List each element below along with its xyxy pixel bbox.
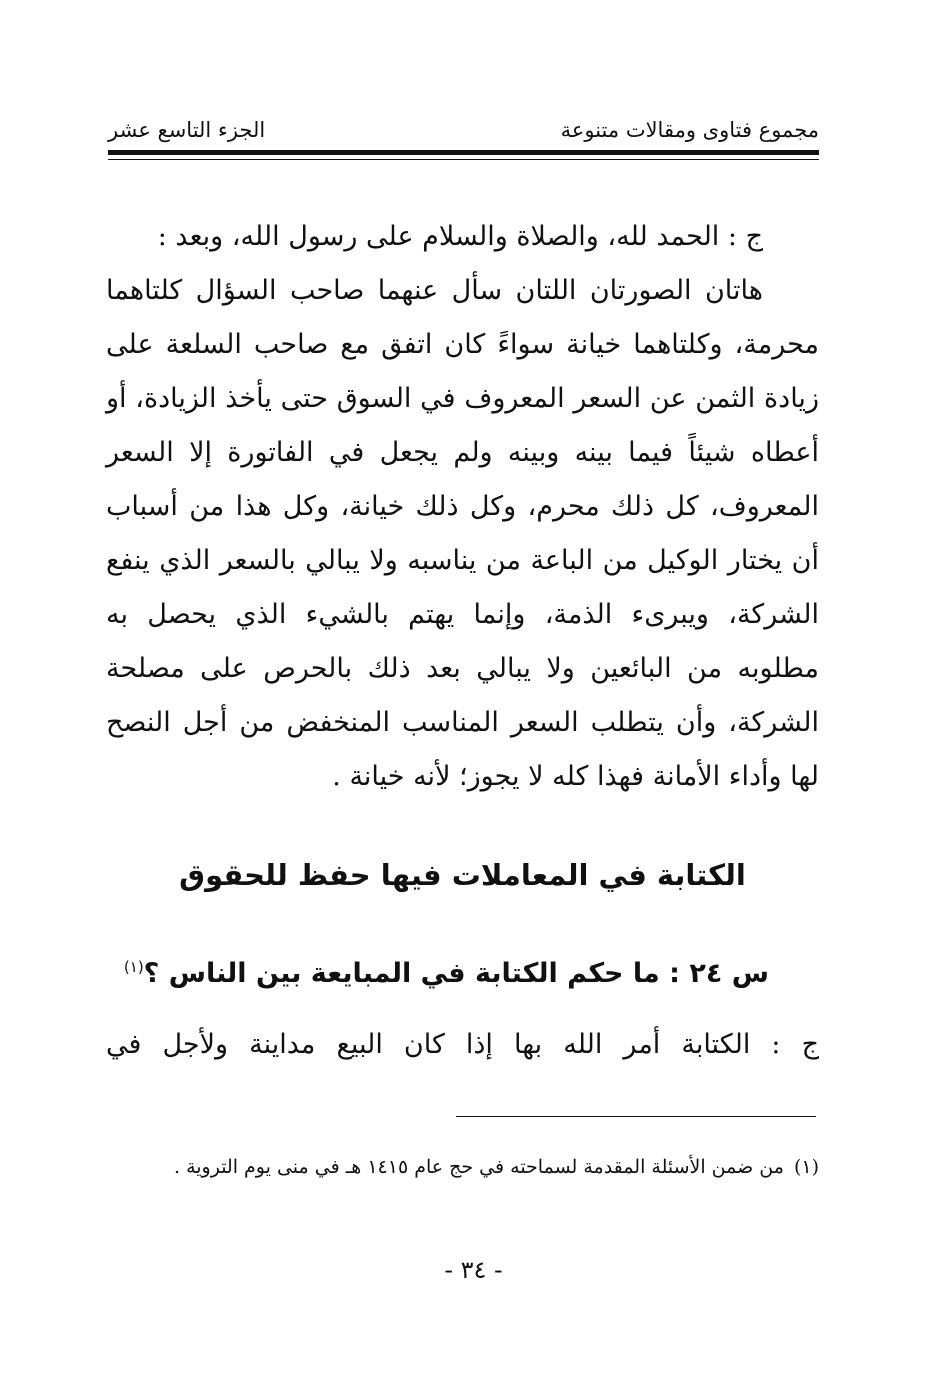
page-number: - ٣٤ - [444,1256,503,1284]
section-heading: الكتابة في المعاملات فيها حفظ للحقوق [179,858,746,892]
running-header [108,112,819,142]
header-rule-thin [108,159,819,160]
answer-24: ج : الكتابة أمر الله بها إذا كان البيع مداينة ولأجل في [106,1029,819,1060]
answer-intro: ج : الحمد لله، والصلاة والسلام على رسول الله، وبعد : [157,221,763,252]
footnote-mark: (١) [793,1156,819,1178]
main-text [106,210,819,804]
book-title: مجموع فتاوى ومقالات متنوعة [560,118,819,142]
footnote [106,1150,819,1184]
question-24 [106,958,769,989]
header-rule-thick [108,150,819,155]
footnote-separator [456,1116,816,1117]
answer-paragraph: هاتان الصورتان اللتان سأل عنهما صاحب السؤال كلتاهما محرمة، وكلتاهما خيانة سواءً كان اتفق مع صاحب السلعة على زيادة الثمن عن السعر المعروف في السوق حتى يأخذ الزيادة، أو أعطاه شيئاً فيما بينه وبينه ولم يجعل في الفاتورة إلا السعر المعروف، كل ذلك محرم، وكل ذلك خيانة، وكل هذا من أسباب أن يختار الوكيل من الباعة من يناسبه ولا يبالي بالسعر الذي ينفع الشركة، ويبرىء الذمة، وإنما يهتم بالشيء الذي يحصل به مطلوبه من البائعين ولا يبالي بعد ذلك بالحرص على مصلحة الشركة، وأن يتطلب السعر المناسب المنخفض من أجل النصح لها وأداء الأمانة فهذا كله لا يجوز؛ لأنه خيانة . [106,275,819,792]
footnote-text: من ضمن الأسئلة المقدمة لسماحته في حج عام ١٤١٥ هـ في منى يوم التروية . [173,1156,784,1178]
volume-title: الجزء التاسع عشر [108,118,266,142]
question-text: س ٢٤ : ما حكم الكتابة في المبايعة بين الناس ؟ [143,958,769,989]
footnote-reference: (١) [123,958,144,976]
